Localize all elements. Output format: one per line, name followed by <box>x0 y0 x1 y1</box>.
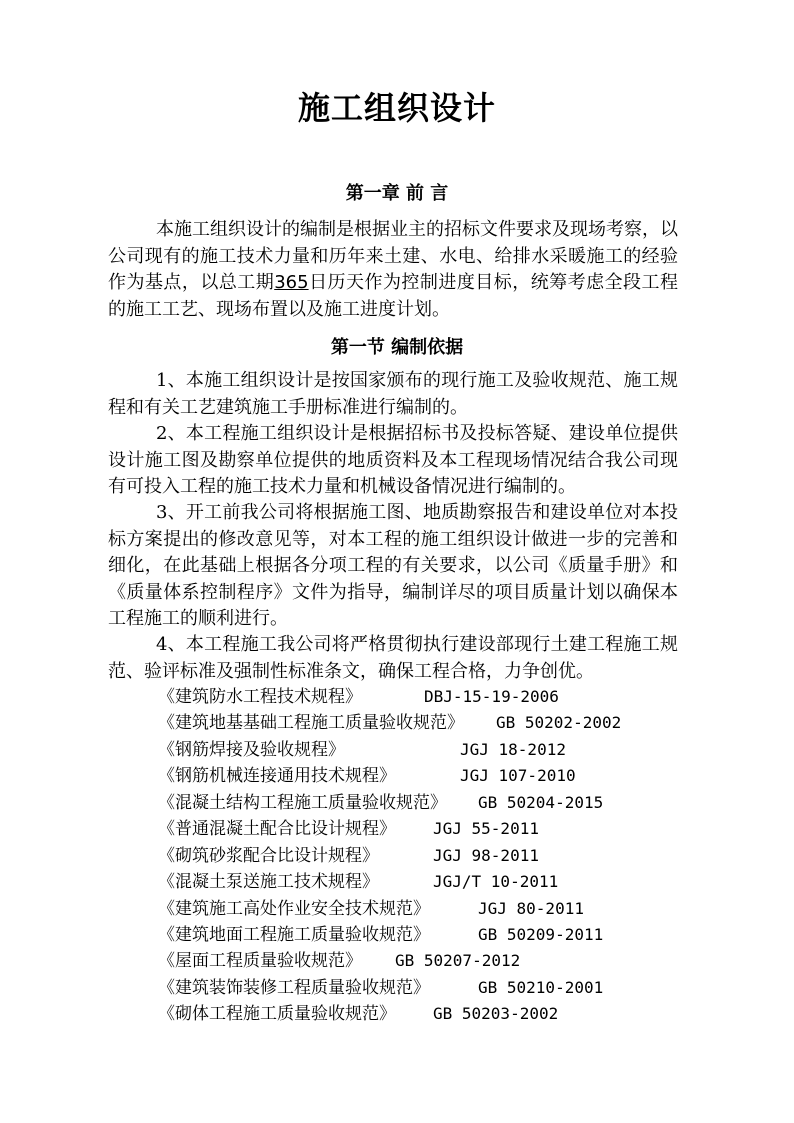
preface-paragraph <box>108 217 678 323</box>
preface-text-start: 本施工组织设计的编制是根据业主的招标文件要求及现场考察，以公司现有的施工技术力量和历年来土建、水电、给排水采暖施工的经验作为基点，以总工期 <box>108 219 678 293</box>
basis-item-1: 1、本施工组织设计是按国家颁布的现行施工及验收规范、施工规程和有关工艺建筑施工手册标准进行编制的。 <box>108 370 678 418</box>
standard-code: GB 50204-2015 <box>478 793 604 812</box>
basis-item-3: 3、开工前我公司将根据施工图、地质勘察报告和建设单位对本投标方案提出的修改意见等，对本工程的施工组织设计做进一步的完善和细化，在此基础上根据各分项工程的有关要求，以公司《质量手册》和《质量体系控制程序》文件为指导，编制详尽的项目质量计划以确保本工程施工的顺利进行。 <box>108 502 678 629</box>
standard-name: 《建筑地基基础工程施工质量验收规范》 <box>158 713 464 733</box>
standard-name: 《钢筋机械连接通用技术规程》 <box>158 766 396 786</box>
standard-item <box>158 710 678 736</box>
standard-name: 《钢筋焊接及验收规程》 <box>158 740 345 760</box>
standard-name: 《建筑地面工程施工质量验收规范》 <box>158 925 430 945</box>
standard-item <box>158 737 678 763</box>
standard-code: GB 50210-2001 <box>478 978 604 997</box>
standard-code: JGJ 18-2012 <box>460 740 566 759</box>
standard-name: 《混凝土泵送施工技术规程》 <box>158 872 379 892</box>
standard-code: JGJ 107-2010 <box>460 766 576 785</box>
standard-name: 《屋面工程质量验收规范》 <box>158 951 362 971</box>
standard-code: JGJ 98-2011 <box>433 846 539 865</box>
document-title: 施工组织设计 <box>297 89 496 127</box>
standard-code: GB 50207-2012 <box>395 951 521 970</box>
standard-code: JGJ/T 10-2011 <box>433 872 559 891</box>
standard-code: GB 50203-2002 <box>433 1004 559 1023</box>
standard-name: 《混凝土结构工程施工质量验收规范》 <box>158 793 447 813</box>
standard-name: 《建筑防水工程技术规程》 <box>158 687 362 707</box>
standard-item <box>158 922 678 948</box>
basis-item-2: 2、本工程施工组织设计是根据招标书及投标答疑、建设单位提供设计施工图及勘察单位提供的地质资料及本工程现场情况结合我公司现有可投入工程的施工技术力量和机械设备情况进行编制的。 <box>108 423 678 497</box>
section-heading: 第一节 编制依据 <box>330 337 464 358</box>
standard-item <box>158 790 678 816</box>
standard-name: 《建筑装饰装修工程质量验收规范》 <box>158 978 430 998</box>
standard-code: JGJ 80-2011 <box>478 899 584 918</box>
standard-code: GB 50209-2011 <box>478 925 604 944</box>
standard-code: DBJ-15-19-2006 <box>424 687 559 706</box>
total-duration-days: 365 <box>274 272 309 293</box>
standard-item <box>158 948 678 974</box>
standard-item <box>158 1001 678 1027</box>
chapter-heading: 第一章 前 言 <box>345 183 449 204</box>
standard-name: 《砌体工程施工质量验收规范》 <box>158 1004 396 1024</box>
standard-item <box>158 869 678 895</box>
standard-code: JGJ 55-2011 <box>433 819 539 838</box>
standard-name: 《普通混凝土配合比设计规程》 <box>158 819 396 839</box>
standard-name: 《砌筑砂浆配合比设计规程》 <box>158 846 379 866</box>
preface-text-end: 日历天作为控制进度目标，统筹考虑全段工程的施工工艺、现场布置以及施工进度计划。 <box>108 272 678 320</box>
standard-code: GB 50202-2002 <box>496 713 622 732</box>
standard-item <box>158 816 678 842</box>
standard-item <box>158 763 678 789</box>
standard-item <box>158 843 678 869</box>
standard-item <box>158 896 678 922</box>
standard-item <box>158 684 678 710</box>
standard-item <box>158 975 678 1001</box>
basis-item-4: 4、本工程施工我公司将严格贯彻执行建设部现行土建工程施工规范、验评标准及强制性标准条文，确保工程合格，力争创优。 <box>108 634 678 682</box>
standard-name: 《建筑施工高处作业安全技术规范》 <box>158 899 430 919</box>
